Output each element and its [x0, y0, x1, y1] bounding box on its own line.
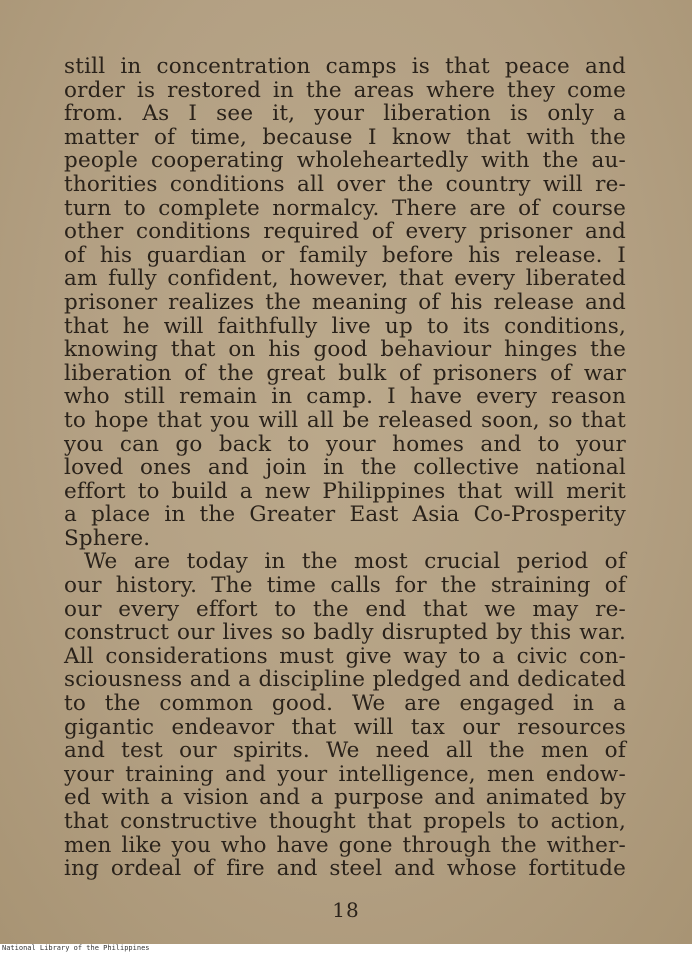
text-line: All considerations must give way to a civic con- — [64, 643, 626, 669]
text-line: men like you who have gone through the wither- — [64, 832, 626, 858]
body-text — [64, 55, 626, 881]
text-line: knowing that on his good behaviour hinges the — [64, 337, 626, 363]
text-line: that he will faithfully live up to its conditions, — [64, 313, 626, 339]
text-line: you can go back to your homes and to your — [64, 431, 626, 457]
text-line: other conditions required of every prisoner and — [64, 219, 626, 245]
library-credit: National Library of the Philippines — [2, 944, 150, 952]
paragraph-start-line: We are today in the most crucial period of — [84, 549, 626, 575]
text-line: that constructive thought that propels to action, — [64, 809, 626, 834]
text-line: matter of time, because I know that with the — [64, 124, 626, 150]
text-line: ing ordeal of fire and steel and whose fortitude — [64, 856, 626, 882]
text-line: turn to complete normalcy. There are of course — [64, 195, 626, 221]
text-line: our history. The time calls for the straining of — [64, 573, 626, 599]
text-line: loved ones and join in the collective national — [64, 455, 626, 481]
text-line: am fully confident, however, that every liberated — [64, 266, 626, 292]
text-line: people cooperating wholeheartedly with the au- — [64, 148, 626, 174]
text-line: from. As I see it, your liberation is only a — [64, 101, 626, 127]
text-line: of his guardian or family before his release. I — [64, 242, 626, 268]
text-line: still in concentration camps is that peace and — [64, 54, 626, 79]
text-line: your training and your intelligence, men endow- — [64, 761, 626, 787]
text-line: to the common good. We are engaged in a — [64, 691, 626, 717]
text-line: order is restored in the areas where they come — [64, 77, 626, 103]
text-line: liberation of the great bulk of prisoners of war — [64, 360, 626, 386]
page-number: 18 — [332, 898, 360, 922]
text-line: who still remain in camp. I have every reason — [64, 384, 626, 410]
paragraph-end-line: Sphere. — [64, 525, 151, 551]
text-line: ed with a vision and a purpose and animated by — [64, 785, 626, 811]
text-line: sciousness and a discipline pledged and dedicated — [64, 667, 626, 693]
text-line: and test our spirits. We need all the men of — [64, 738, 626, 764]
text-line: prisoner realizes the meaning of his release and — [64, 289, 626, 315]
text-line: effort to build a new Philippines that will merit — [64, 478, 626, 504]
text-line: a place in the Greater East Asia Co-Prosperity — [64, 502, 626, 528]
text-line: to hope that you will all be released soon, so that — [64, 407, 626, 433]
text-line: construct our lives so badly disrupted by this war. — [64, 620, 626, 646]
text-line: thorities conditions all over the country will re- — [64, 171, 626, 197]
text-line: our every effort to the end that we may re- — [64, 596, 626, 622]
text-line: gigantic endeavor that will tax our resources — [64, 714, 626, 740]
